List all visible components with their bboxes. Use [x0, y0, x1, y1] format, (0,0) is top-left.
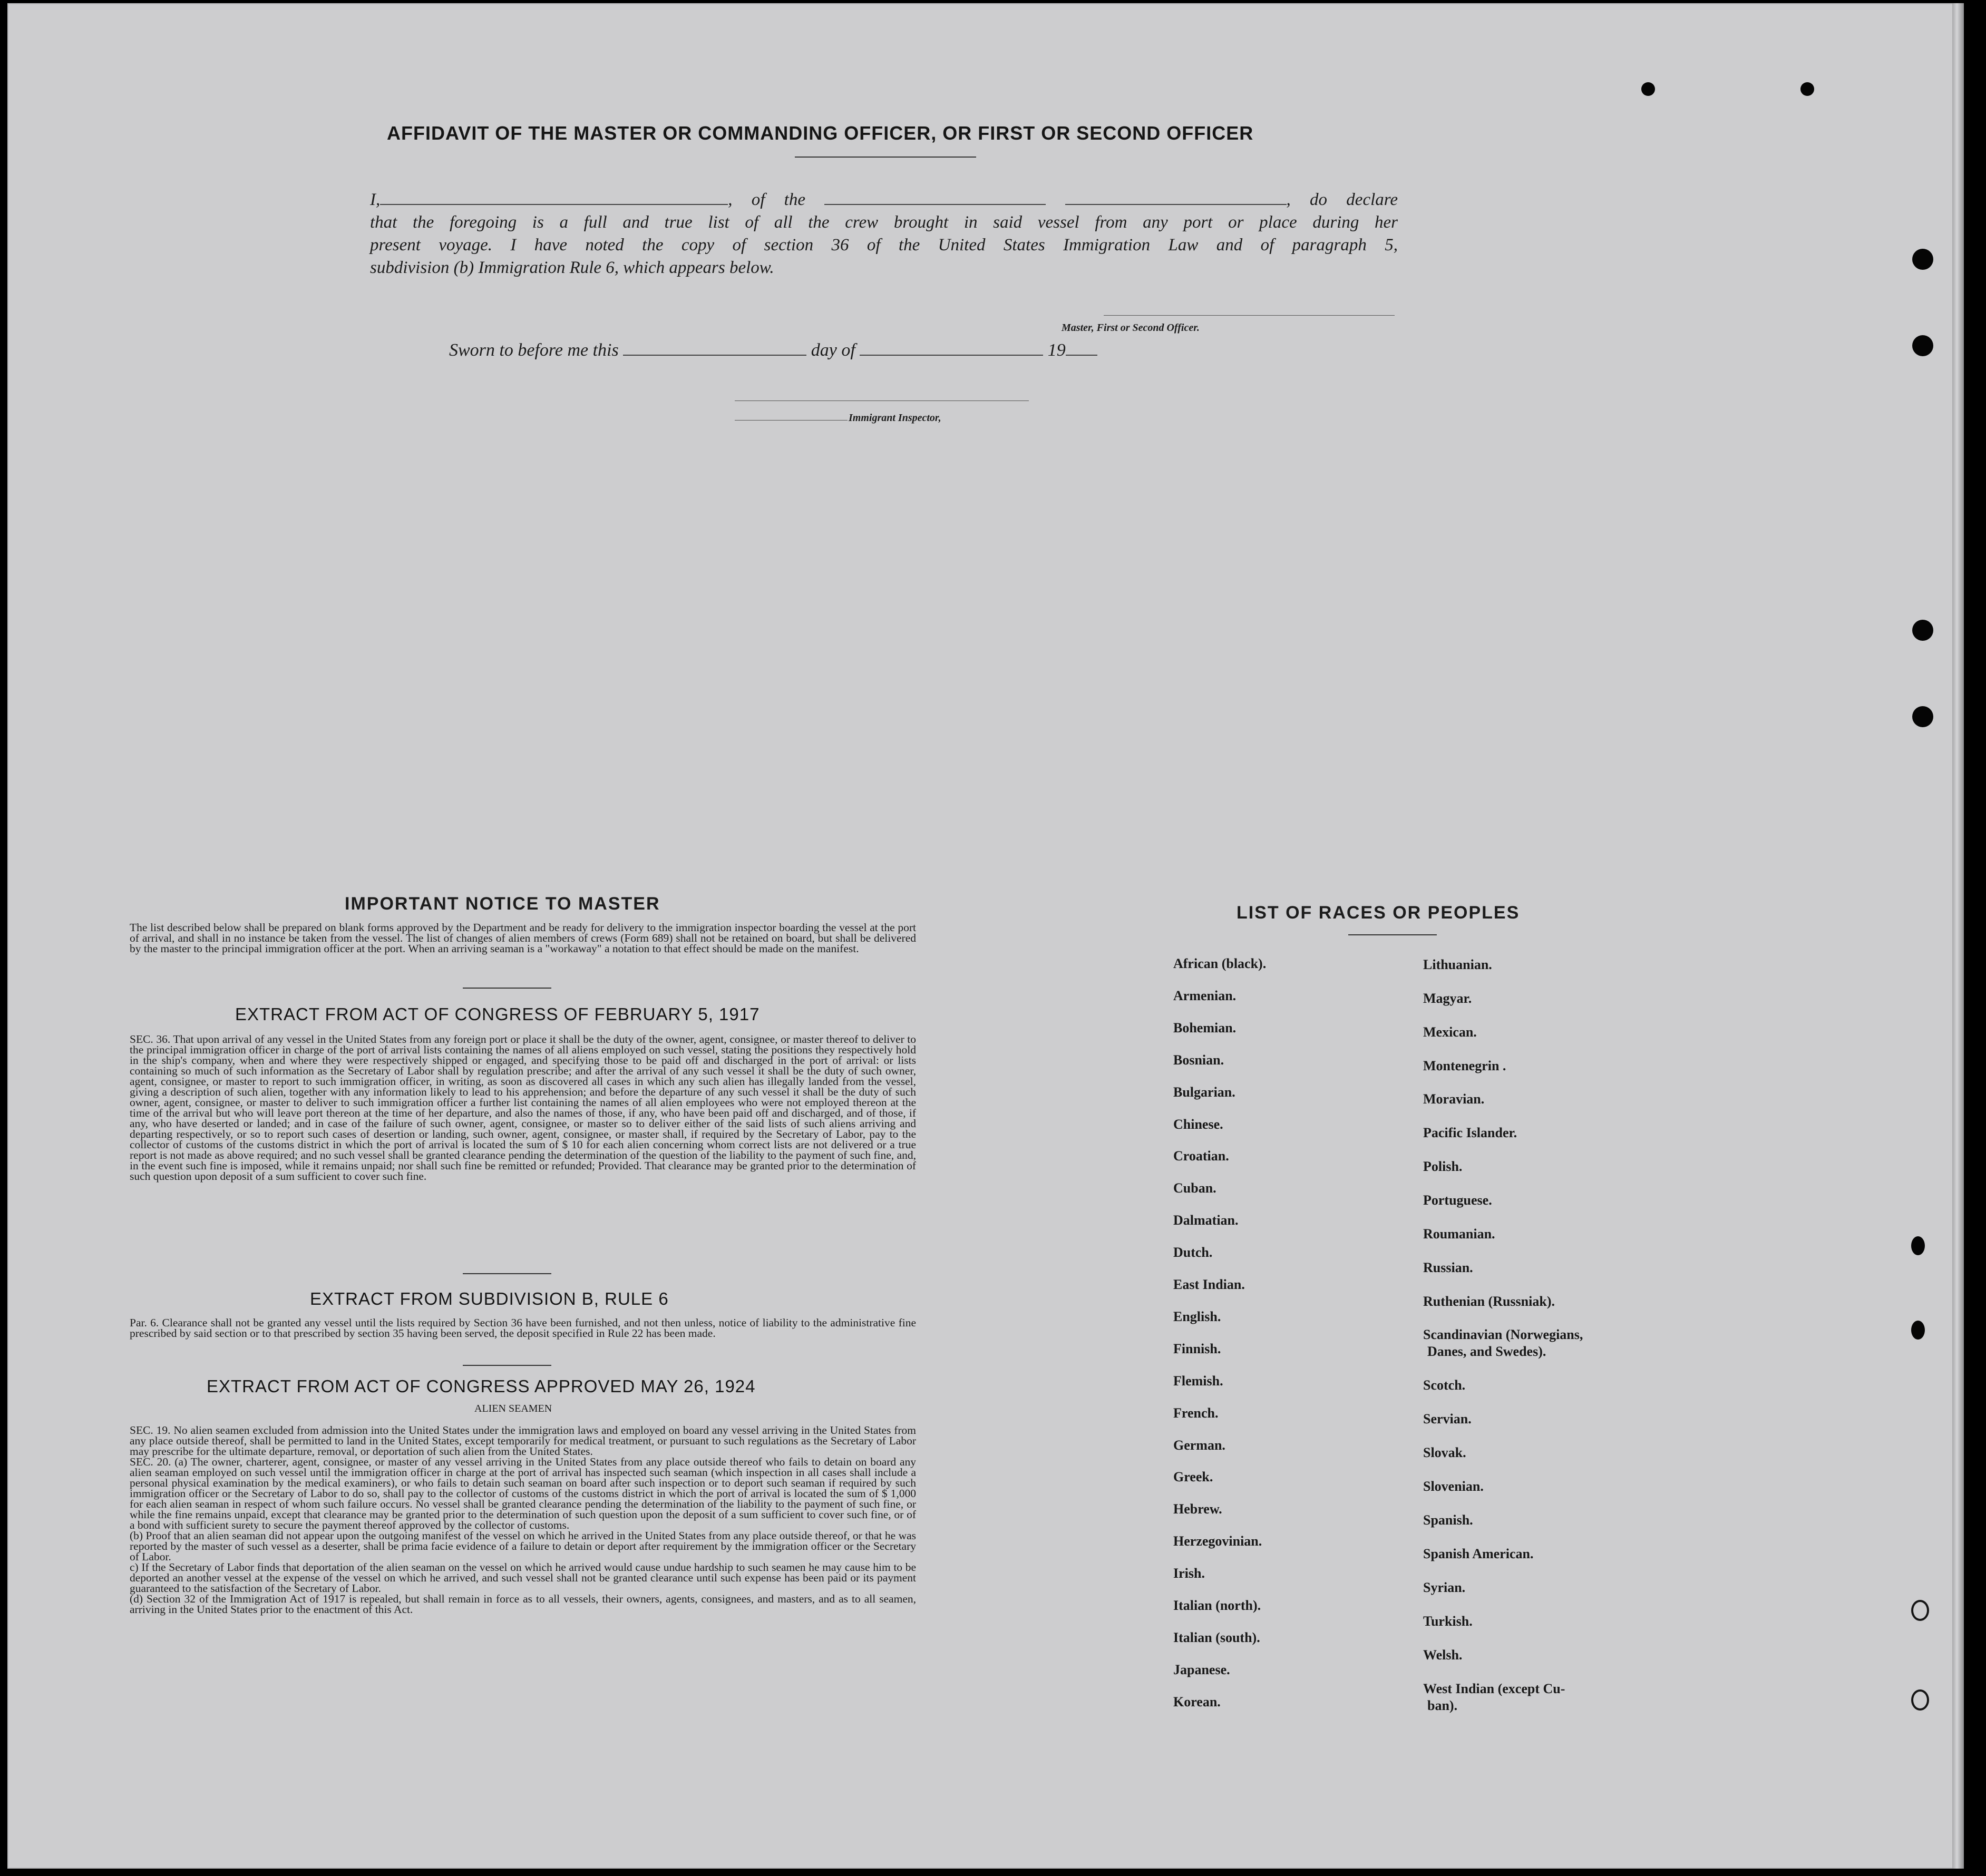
race-item: Spanish American. [1423, 1546, 1534, 1561]
year-blank[interactable] [1066, 355, 1097, 356]
affidavit-body [370, 189, 1398, 279]
extract-rule6-text: Par. 6. Clearance shall not be granted any vessel until the lists required by Section 36 have been furnished, and not then unless, notice of liability to the administrative fine prescribed by said section or to that prescribed by section 35 having been served, the deposit specified in Rule 22 has been made. [130, 1316, 916, 1340]
race-item: Spanish. [1423, 1512, 1473, 1528]
race-item: Bulgarian. [1173, 1084, 1235, 1100]
name-blank[interactable] [380, 204, 728, 205]
race-item: Ruthenian (Russniak). [1423, 1294, 1555, 1309]
race-item: Roumanian. [1423, 1226, 1495, 1242]
declaration-line-3: present voyage. I have noted the copy of section 36 of the United States Immigration Law and of paragraph 5, [370, 236, 1398, 255]
signature-line[interactable] [1104, 315, 1395, 316]
sec-20b-text: (b) Proof that an alien seaman did not appear upon the outgoing manifest of the vessel on which he arrived in the United States from any place outside thereof, or that he was reported by the master of such vessel as a deserter, shall be prima facie evidence of a failure to detain or deport after requirement by the immigration officer or the Secretary of Labor. [130, 1529, 916, 1563]
punch-hole [1912, 620, 1933, 641]
race-item: Bosnian. [1173, 1052, 1224, 1068]
race-item: Dutch. [1173, 1245, 1213, 1261]
signature-label: Master, First or Second Officer. [1062, 322, 1200, 334]
race-item: Bohemian. [1173, 1020, 1237, 1035]
extract-1917-text: SEC. 36. That upon arrival of any vessel in the United States from any foreign port or place it shall be the duty of the owner, agent, consignee, or master thereof to deliver to the principal immigration officer in charge of the port of arrival lists containing the names of all aliens employed on such vessel, stating the positions they respectively hold in the ship's company, when and where they were respectively shipped or engaged, and specifying those to be paid off and discharged in the port of arrival: or lists containing so much of such information as the Secretary of Labor shall by regulation prescribe; and after the arrival of any such vessel it shall be the duty of such owner, agent, consignee, or master to report to such immigration officer, in writing, as soon as discovered all cases in which any such alien has illegally landed from the vessel, giving a description of such alien, together with any information likely to lead to his apprehension; and before the departure of any such vessel it shall be the duty of such owner, agent, consignee, or master to deliver to such immigration officer a further list containing the names of all alien employees who were not employed thereon at the time of the arrival but who will leave port thereon at the time of her departure, and also the names of those, if any, who have been paid off and discharged, and of those, if any, who have deserted or landed; and in case of the failure of such owner, agent, consignee, or master so to deliver either of the said lists of such aliens arriving and departing respectively, or so to report such cases of desertion or landing, such owner, agent, consignee, or master shall, if required by the Secretary of Labor, pay to the collector of customs of the customs district in which the port of arrival is located the sum of $ 10 for each alien concerning whom correct lists are not delivered or a true report is not made as above required; and no such vessel shall be granted clearance pending the determination of the question of the liability to the payment of such fine, and, in the event such fine is imposed, while it remains unpaid; nor shall such fine be remitted or refunded; Provided. That clearance may be granted prior to the determination of such question upon deposit of a sum sufficient to cover such fine. [130, 1033, 916, 1183]
sworn-line [449, 340, 1097, 360]
declaration-text: I, [370, 190, 381, 209]
declaration-line-2: that the foregoing is a full and true list of all the crew brought in said vessel from any port or place during her [370, 213, 1398, 232]
punch-hole [1911, 1689, 1929, 1711]
declaration-text: , of the [728, 190, 805, 209]
race-item: Chinese. [1173, 1116, 1223, 1132]
punch-hole [1912, 249, 1933, 270]
section-divider [463, 988, 551, 989]
alien-seamen-subtitle: ALIEN SEAMEN [474, 1403, 552, 1414]
section-divider [463, 1273, 551, 1274]
race-item: Italian (south). [1173, 1629, 1260, 1645]
races-title: LIST OF RACES OR PEOPLES [1237, 903, 1520, 923]
race-item: Danes, and Swedes). [1427, 1344, 1546, 1359]
affidavit-title: AFFIDAVIT OF THE MASTER OR COMMANDING OFFICER, OR FIRST OR SECOND OFFICER [387, 122, 1254, 144]
extract-1924-title: EXTRACT FROM ACT OF CONGRESS APPROVED MAY 26, 1924 [207, 1376, 756, 1396]
extract-1917-title: EXTRACT FROM ACT OF CONGRESS OF FEBRUARY 5, 1917 [235, 1004, 760, 1024]
race-item: Portuguese. [1423, 1193, 1492, 1208]
race-item: Slovenian. [1423, 1479, 1484, 1494]
race-item: German. [1173, 1437, 1225, 1453]
race-item: Servian. [1423, 1411, 1472, 1426]
notice-text: The list described below shall be prepared on blank forms approved by the Department and be ready for delivery to the immigration inspector boarding the vessel at the port of arrival, and shall in no instance be taken from the vessel. The list of changes of alien members of crews (Form 689) shall not be retained on board, but shall be delivered by the master to the principal immigration officer at the port. When an arriving seaman is a "workaway" a notation to that effect should be made on the manifest. [130, 921, 916, 955]
race-item: Herzegovinian. [1173, 1533, 1262, 1549]
declaration-line-4: subdivision (b) Immigration Rule 6, which appears below. [370, 258, 774, 277]
year-prefix: 19 [1047, 340, 1066, 360]
vessel-blank[interactable] [824, 204, 1046, 205]
race-item: Lithuanian. [1423, 957, 1492, 972]
punch-hole [1911, 1236, 1925, 1255]
race-item: West Indian (except Cu- [1423, 1681, 1565, 1696]
punch-hole [1911, 1600, 1929, 1621]
race-item: Hebrew. [1173, 1501, 1222, 1517]
punch-hole [1912, 335, 1933, 356]
race-item: African (black). [1173, 956, 1267, 971]
race-item: Polish. [1423, 1159, 1463, 1174]
race-item: Magyar. [1423, 991, 1472, 1006]
sec-19-text: SEC. 19. No alien seamen excluded from admission into the United States under the immigration laws and employed on board any vessel arriving in the United States from any place outside thereof, shall be permitted to land in the United States, except temporarily for medical treatment, or pursuant to such regulations as the Secretary of Labor may prescribe for the ultimate departure, removal, or deportation of such alien from the United States. [130, 1424, 916, 1458]
vessel-name-blank[interactable] [1065, 204, 1287, 205]
sec-20a-text: SEC. 20. (a) The owner, charterer, agent, consignee, or master of any vessel arriving in the United States from any place outside thereof who fails to detain on board any alien seaman employed on such vessel until the immigration officer in charge at the port of arrival has inspected such seaman (which inspection in all cases shall include a personal physical examination by the medical examiners), or who fails to detain such seaman on board after such inspection or to deport such seaman if required by such immigration officer or the Secretary of Labor to do so, shall pay to the collector of customs of the customs district in which the port of arrival is located the sum of $ 1,000 for each alien seaman in respect of whom such failure occurs. No vessel shall be granted clearance pending the determination of the liability to the payment of such fine, or while the fine remains unpaid, except that clearance may be granted prior to the determination of such question upon the deposit of a sum sufficient to cover such fine, or of a bond with sufficient surety to secure the payment thereof approved by the collector of customs. [130, 1455, 916, 1531]
race-item: Croatian. [1173, 1148, 1229, 1164]
notice-title: IMPORTANT NOTICE TO MASTER [345, 894, 660, 914]
race-item: Italian (north). [1173, 1598, 1261, 1613]
title-underline [795, 157, 976, 158]
sworn-text: Sworn to before me this [449, 340, 619, 360]
month-blank[interactable] [860, 355, 1043, 356]
sworn-text: day of [811, 340, 855, 360]
punch-hole [1641, 82, 1655, 96]
race-item: Turkish. [1423, 1614, 1473, 1629]
race-item: Russian. [1423, 1260, 1473, 1275]
race-item: Mexican. [1423, 1024, 1477, 1040]
race-item: Japanese. [1173, 1662, 1230, 1677]
race-item: Montenegrin . [1423, 1058, 1506, 1073]
race-item: Syrian. [1423, 1580, 1466, 1595]
punch-hole [1800, 82, 1814, 96]
punch-hole [1911, 1321, 1925, 1340]
race-item: ban). [1427, 1698, 1458, 1713]
race-item: Flemish. [1173, 1373, 1223, 1389]
race-item: Dalmatian. [1173, 1213, 1239, 1228]
race-item: East Indian. [1173, 1277, 1245, 1292]
extract-1924-text [130, 1425, 916, 1615]
race-item: French. [1173, 1405, 1219, 1421]
race-item: Cuban. [1173, 1180, 1216, 1196]
race-item: Moravian. [1423, 1091, 1485, 1107]
document-page [7, 3, 1964, 1869]
section-divider [463, 1365, 551, 1366]
inspector-label: Immigrant Inspector, [849, 412, 941, 424]
race-item: Korean. [1173, 1694, 1221, 1709]
sec-20c-text: c) If the Secretary of Labor finds that deportation of the alien seaman on the vessel on which he arrived would cause undue hardship to such seamen he may cause him to be deported an another vessel at the expense of the vessel on which he arrived, and such vessel shall not be granted clearance until such expense has been paid or its payment guaranteed to the satisfaction of the Secretary of Labor. [130, 1561, 916, 1595]
day-blank[interactable] [623, 355, 806, 356]
declaration-text: , do declare [1286, 190, 1398, 209]
race-item: Scandinavian (Norwegians, [1423, 1327, 1583, 1342]
race-item: Armenian. [1173, 988, 1237, 1003]
race-item: Greek. [1173, 1469, 1213, 1485]
declaration-line-1 [370, 189, 1398, 211]
inspector-signature-line[interactable] [735, 400, 1029, 401]
sec-20d-text: (d) Section 32 of the Immigration Act of 1917 is repealed, but shall remain in force as to all vessels, their owners, agents, consignees, and masters, and as to all seamen, arriving in the United States prior to the enactment of this Act. [130, 1592, 916, 1616]
race-item: Slovak. [1423, 1445, 1466, 1460]
title-underline [1348, 934, 1437, 935]
punch-hole [1912, 706, 1933, 727]
race-item: Welsh. [1423, 1647, 1463, 1663]
race-item: English. [1173, 1308, 1221, 1324]
page-edge [1952, 3, 1964, 1869]
race-item: Finnish. [1173, 1341, 1221, 1356]
race-item: Scotch. [1423, 1377, 1466, 1393]
inspector-name-line[interactable] [735, 420, 848, 421]
race-item: Irish. [1173, 1566, 1205, 1581]
extract-rule6-title: EXTRACT FROM SUBDIVISION B, RULE 6 [310, 1289, 669, 1308]
race-item: Pacific Islander. [1423, 1125, 1517, 1140]
